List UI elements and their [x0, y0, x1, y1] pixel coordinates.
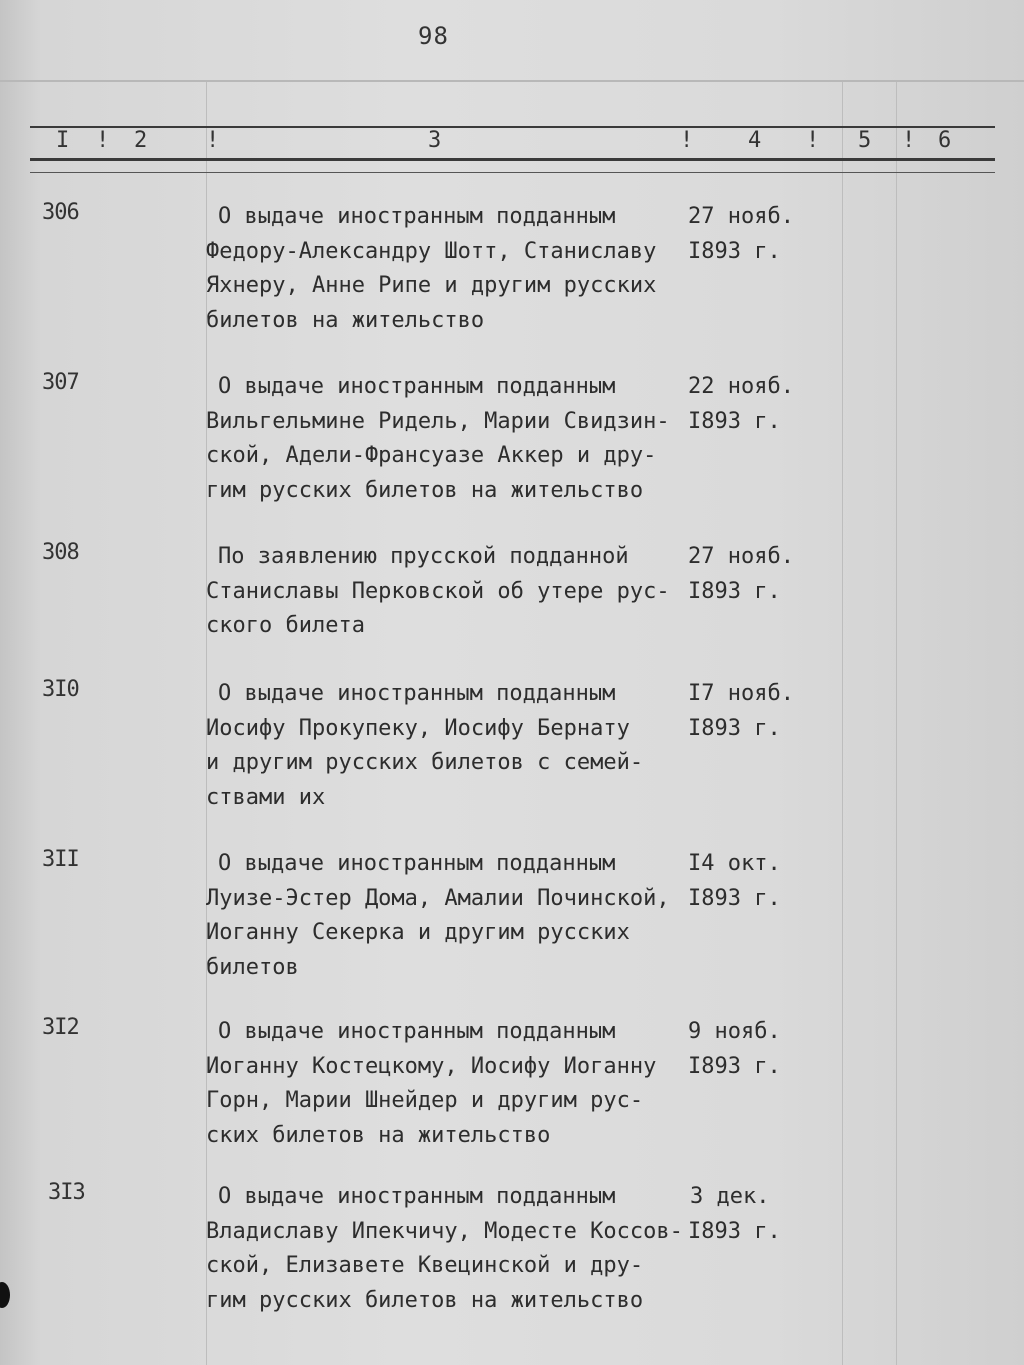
entry-text-line: билетов: [206, 954, 299, 980]
entry-description: [206, 1015, 696, 1153]
entry-text-line: ской, Елизавете Квецинской и дру-: [206, 1253, 644, 1278]
entry-date: [688, 677, 794, 746]
entry-text-line: ского билета: [206, 613, 365, 638]
date-year: I893 г.: [688, 885, 781, 911]
entry-text-line: гим русских билетов на жительство: [206, 1287, 644, 1313]
entry-text-line: Луизе-Эстер Дома, Амалии Починской,: [206, 885, 670, 911]
header-bottom-rule: [30, 158, 995, 161]
entry-text-line: Иосифу Прокупеку, Иосифу Бернату: [206, 715, 630, 741]
entry-text-line: О выдаче иностранным подданным: [218, 681, 616, 706]
column-separator: !: [902, 128, 916, 153]
column-separator: !: [96, 128, 110, 153]
entry-number: 3II: [42, 847, 79, 872]
column-heading: 2: [134, 128, 148, 153]
entry-text-line: Владиславу Ипекчичу, Модесте Коссов-: [206, 1218, 683, 1244]
entry-text-line: Иоганну Секерка и другим русских: [206, 920, 630, 945]
date-year: I893 г.: [688, 1218, 781, 1244]
entry-description: [206, 540, 696, 644]
entry-description: [206, 677, 696, 815]
entry-text-line: Федору-Александру Шотт, Станиславу: [206, 238, 657, 264]
entry-text-line: Яхнеру, Анне Рипе и другим русских: [206, 273, 657, 298]
entry-number: 3I3: [48, 1180, 85, 1205]
entry-description: [206, 847, 696, 985]
column-heading: 3: [428, 128, 442, 153]
date-year: I893 г.: [688, 578, 781, 604]
entry-text-line: О выдаче иностранным подданным: [218, 1184, 616, 1209]
entry-number: 307: [42, 370, 79, 395]
column-separator: !: [680, 128, 694, 153]
entry-text-line: ской, Адели-Франсуазе Аккер и дру-: [206, 443, 657, 468]
entry-text-line: и другим русских билетов с семей-: [206, 750, 644, 775]
header-underline-rule: [30, 172, 995, 173]
date-day-month: 27 нояб.: [688, 544, 794, 569]
date-day-month: 9 нояб.: [688, 1019, 781, 1044]
margin-line: [896, 82, 897, 1365]
entry-text-line: ских билетов на жительство: [206, 1122, 551, 1148]
date-day-month: I7 нояб.: [688, 681, 794, 706]
entry-text-line: Вильгельмине Ридель, Марии Свидзин-: [206, 408, 670, 434]
margin-line: [842, 82, 843, 1365]
entry-number: 306: [42, 200, 79, 225]
entry-text-line: По заявлению прусской подданной: [218, 544, 629, 569]
binder-hole-mark: [0, 1282, 10, 1308]
date-year: I893 г.: [688, 408, 781, 434]
entry-text-line: Иоганну Костецкому, Иосифу Иоганну: [206, 1053, 657, 1079]
column-heading: I: [56, 128, 70, 153]
entry-date: [688, 370, 794, 439]
entry-text-line: О выдаче иностранным подданным: [218, 204, 616, 229]
date-year: I893 г.: [688, 715, 781, 741]
entry-description: [206, 1180, 696, 1318]
entry-number: 3I0: [42, 677, 79, 702]
header-top-rule: [30, 126, 995, 128]
entry-date: [688, 1180, 781, 1249]
date-day-month: 27 нояб.: [688, 204, 794, 229]
entry-number: 3I2: [42, 1015, 79, 1040]
date-day-month: 3 дек.: [690, 1184, 770, 1209]
entry-number: 308: [42, 540, 79, 565]
entry-text-line: билетов на жительство: [206, 307, 485, 333]
column-separator: !: [206, 128, 220, 153]
entry-text-line: О выдаче иностранным подданным: [218, 374, 616, 399]
date-day-month: 22 нояб.: [688, 374, 794, 399]
date-year: I893 г.: [688, 238, 781, 264]
date-year: I893 г.: [688, 1053, 781, 1079]
column-heading: 6: [938, 128, 952, 153]
entry-date: [688, 200, 794, 269]
entry-text-line: Горн, Марии Шнейдер и другим рус-: [206, 1088, 644, 1113]
entry-date: [688, 540, 794, 609]
page-number: 98: [418, 22, 449, 50]
entry-text-line: ствами их: [206, 784, 326, 810]
column-heading: 5: [858, 128, 872, 153]
entry-description: [206, 200, 696, 338]
entry-text-line: гим русских билетов на жительство: [206, 477, 644, 503]
column-heading: 4: [748, 128, 762, 153]
entry-date: [688, 1015, 781, 1084]
date-day-month: I4 окт.: [688, 851, 781, 876]
entry-text-line: О выдаче иностранным подданным: [218, 1019, 616, 1044]
page-edge-line: [0, 80, 1024, 82]
column-separator: !: [806, 128, 820, 153]
entry-text-line: Станиславы Перковской об утере рус-: [206, 578, 670, 604]
entry-date: [688, 847, 781, 916]
entry-description: [206, 370, 696, 508]
entry-text-line: О выдаче иностранным подданным: [218, 851, 616, 876]
